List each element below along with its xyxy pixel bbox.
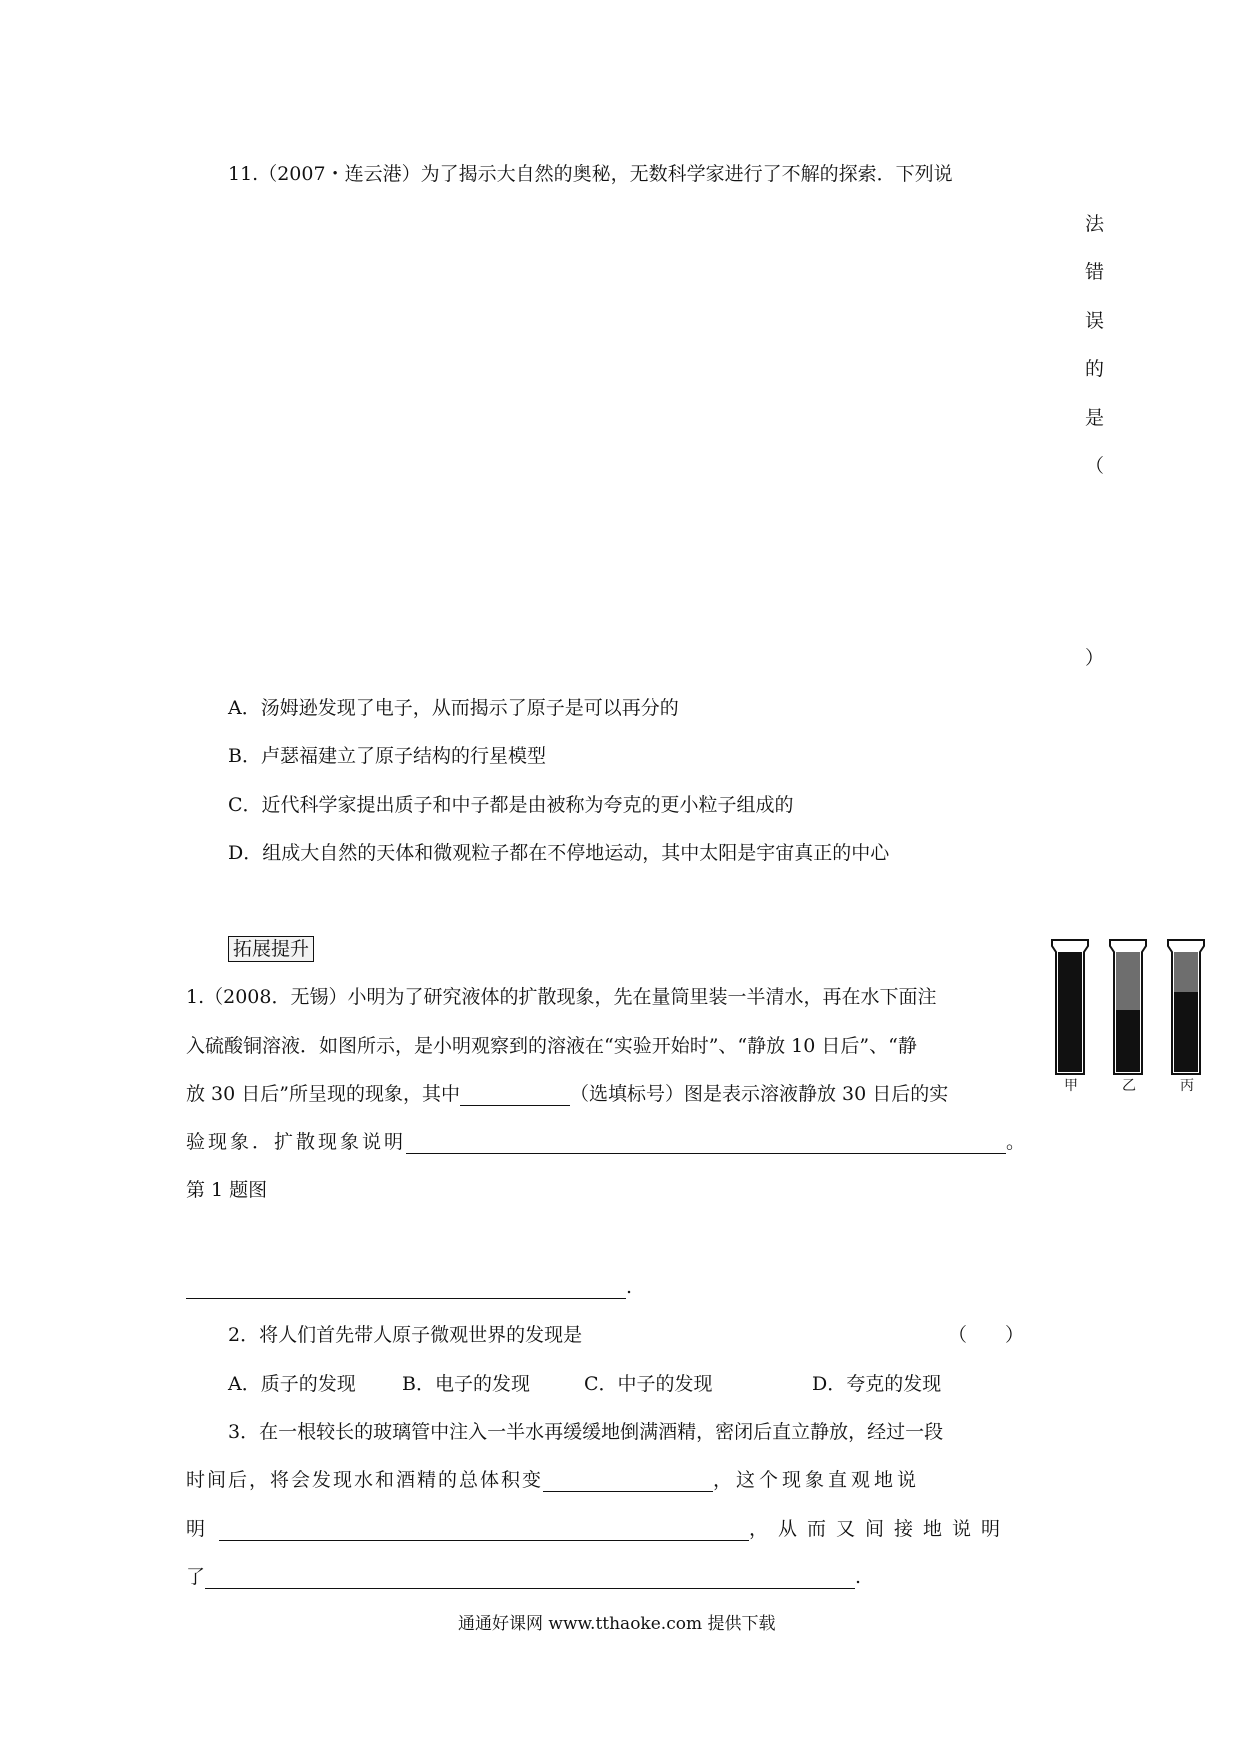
q11-vertical-char: 误 — [1085, 310, 1105, 332]
p1-line4 — [186, 1130, 1025, 1154]
p1-answer-blank-explanation[interactable] — [406, 1133, 1006, 1154]
cylinder-yi — [1110, 940, 1146, 1074]
p3-answer-blank-volume[interactable] — [543, 1471, 713, 1492]
p1-cylinder-figure — [1040, 932, 1240, 1102]
p2-option-a: A．质子的发现 — [228, 1373, 356, 1395]
page-footer: 通通好课网 www.tthaoke.com 提供下载 — [458, 1614, 776, 1634]
p3-answer-blank-direct[interactable] — [219, 1520, 749, 1541]
p1-line3-text-a: 放 30 日后”所呈现的现象，其中 — [186, 1083, 460, 1105]
p1-line1: 1.（2008．无锡）小明为了研究液体的扩散现象，先在量筒里装一半清水，再在水下面注 — [186, 986, 937, 1008]
p1-answer-blank-label[interactable] — [460, 1085, 570, 1106]
q11-option-c: C．近代科学家提出质子和中子都是由被称为夸克的更小粒子组成的 — [228, 794, 794, 816]
p1-blank-end: . — [626, 1276, 633, 1298]
section-title — [228, 937, 314, 961]
p3-line2 — [186, 1468, 920, 1492]
q11-vertical-char: 是 — [1085, 407, 1105, 429]
p3-line1: 3．在一根较长的玻璃管中注入一半水再缓缓地倒满酒精，密闭后直立静放，经过一段 — [228, 1421, 944, 1443]
q11-option-d: D．组成大自然的天体和微观粒子都在不停地运动，其中太阳是宇宙真正的中心 — [228, 842, 890, 864]
q11-vertical-char: 的 — [1085, 358, 1105, 380]
q11-option-a: A．汤姆逊发现了电子，从而揭示了原子是可以再分的 — [228, 697, 679, 719]
q11-option-b: B．卢瑟福建立了原子结构的行星模型 — [228, 745, 546, 767]
p2-option-d: D．夸克的发现 — [812, 1373, 942, 1395]
p2-option-c: C．中子的发现 — [584, 1373, 713, 1395]
p3-line2-text-a: 时间后，将会发现水和酒精的总体积变 — [186, 1469, 544, 1491]
q11-close-paren: ） — [1085, 647, 1105, 669]
p2-question: 2．将人们首先带人原子微观世界的发现是 — [228, 1324, 583, 1346]
cylinder-label-jia: 甲 — [1064, 1078, 1078, 1094]
cylinder-jia — [1052, 940, 1088, 1074]
p3-line3-text-b: ，从而又间接地说明 — [749, 1518, 1011, 1540]
p1-answer-blank-extra[interactable] — [186, 1278, 626, 1299]
p1-line3-text-b: （选填标号）图是表示溶液静放 30 日后的实 — [569, 1083, 949, 1105]
p1-extra-blank-line — [186, 1275, 632, 1299]
q11-vertical-char: （ — [1085, 455, 1105, 477]
cylinder-bing — [1168, 940, 1204, 1074]
p3-line3-text-a: 明 — [186, 1518, 206, 1540]
section-title-text: 拓展提升 — [228, 936, 314, 962]
q11-line1: 11.（2007・连云港）为了揭示大自然的奥秘，无数科学家进行了不解的探索．下列说 — [228, 163, 953, 185]
q11-vertical-char: 错 — [1085, 261, 1105, 283]
p3-line4-text-a: 了 — [186, 1566, 206, 1588]
p1-line4-text-a: 验现象．扩散现象说明 — [186, 1131, 407, 1153]
p1-line3 — [186, 1082, 948, 1106]
p1-figure-caption: 第 1 题图 — [186, 1179, 268, 1201]
p3-line4 — [186, 1565, 861, 1589]
p1-line2: 入硫酸铜溶液．如图所示，是小明观察到的溶液在“实验开始时”、“静放 10 日后”、“静 — [186, 1035, 917, 1057]
p1-line4-text-b: 。 — [1006, 1131, 1026, 1153]
q11-vertical-char: 法 — [1085, 213, 1105, 235]
cylinder-label-yi: 乙 — [1122, 1078, 1136, 1094]
p2-answer-paren: （ ） — [948, 1324, 1025, 1346]
p3-line2-text-b: ，这个现象直观地说 — [713, 1469, 921, 1491]
p3-line4-text-b: . — [855, 1566, 862, 1588]
p3-answer-blank-indirect[interactable] — [205, 1568, 855, 1589]
p3-line3 — [186, 1517, 1010, 1541]
cylinder-label-bing: 丙 — [1180, 1078, 1194, 1094]
p2-option-b: B．电子的发现 — [402, 1373, 530, 1395]
